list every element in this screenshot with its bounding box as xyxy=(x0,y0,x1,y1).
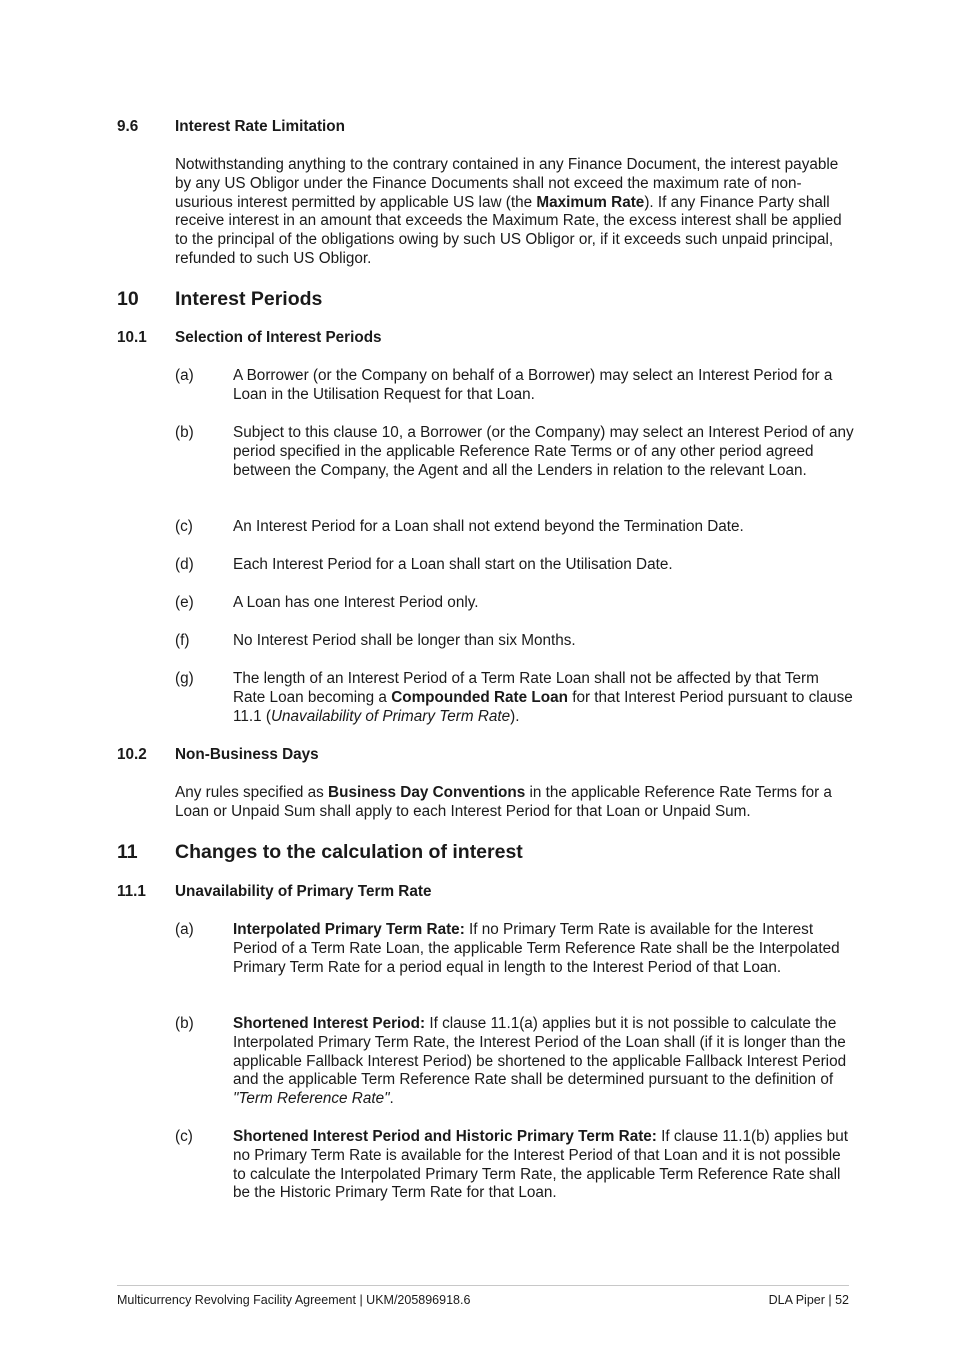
list-item-text: Shortened Interest Period and Historic Primary Term Rate: If clause 11.1(b) applies but no Primary Term Rate is available for the Interest Period of that Loan and it is not possible to calculate the Interpolated Primary Term Rate, the applicable Term Reference Rate shall be the Historic Primary Term Rate for that Loan. xyxy=(233,1128,848,1202)
clause-paragraph: Any rules specified as Business Day Conventions in the applicable Reference Rate Terms for a Loan or Unpaid Sum shall apply to each Interest Period for that Loan or Unpaid Sum. xyxy=(175,784,832,820)
list-label: (g) xyxy=(175,670,194,687)
clause-number: 11.1 xyxy=(117,883,146,900)
clause-number: 10.2 xyxy=(117,746,147,763)
clause-paragraph: Notwithstanding anything to the contrary contained in any Finance Document, the interest payable by any US Obligor under the Finance Documents shall not exceed the maximum rate of non-usurious interest permitted by applicable US law (the Maximum Rate). If any Finance Party shall receive interest in an amount that exceeds the Maximum Rate, the excess interest shall be applied to the principal of the obligations owing by such US Obligor or, if it exceeds such unpaid principal, refunded to such US Obligor. xyxy=(175,156,842,267)
section-heading: Interest Periods xyxy=(175,288,323,310)
list-item-text: No Interest Period shall be longer than six Months. xyxy=(233,632,576,649)
list-label: (a) xyxy=(175,367,194,384)
footer-page-number: DLA Piper | 52 xyxy=(768,1293,849,1307)
clause-heading: Non-Business Days xyxy=(175,746,319,763)
list-label: (d) xyxy=(175,556,194,573)
section-number: 10 xyxy=(117,288,139,310)
list-label: (b) xyxy=(175,424,194,441)
list-label: (a) xyxy=(175,921,194,938)
list-item-text: Each Interest Period for a Loan shall start on the Utilisation Date. xyxy=(233,556,673,573)
footer-document-reference: Multicurrency Revolving Facility Agreement | UKM/205896918.6 xyxy=(117,1293,471,1307)
list-item-text: A Loan has one Interest Period only. xyxy=(233,594,479,611)
list-item-text: The length of an Interest Period of a Term Rate Loan shall not be affected by that Term Rate Loan becoming a Compounded Rate Loan for that Interest Period pursuant to clause 11.1 (Unavailability of Primary Term Rate). xyxy=(233,670,853,725)
clause-heading: Selection of Interest Periods xyxy=(175,329,382,346)
clause-number: 9.6 xyxy=(117,118,139,135)
list-label: (c) xyxy=(175,1128,193,1145)
list-item-text: Subject to this clause 10, a Borrower (or the Company) may select an Interest Period of any period specified in the applicable Reference Rate Terms or of any other period agreed between the Company, the Agent and all the Lenders in relation to the relevant Loan. xyxy=(233,424,854,479)
list-label: (e) xyxy=(175,594,194,611)
clause-heading: Interest Rate Limitation xyxy=(175,118,345,135)
footer-divider xyxy=(117,1285,849,1286)
list-item-text: A Borrower (or the Company on behalf of a Borrower) may select an Interest Period for a Loan in the Utilisation Request for that Loan. xyxy=(233,367,833,403)
list-item-text: Shortened Interest Period: If clause 11.1(a) applies but it is not possible to calculate the Interpolated Primary Term Rate, the Interest Period of the Loan shall (if it is longer than the applicable Fallback Interest Period) be shortened to the applicable Fallback Interest Period and the applicable Term Reference Rate shall be determined pursuant to the definition of "Term Reference Rate". xyxy=(233,1015,847,1108)
list-label: (b) xyxy=(175,1015,194,1032)
section-number: 11 xyxy=(117,841,138,863)
clause-heading: Unavailability of Primary Term Rate xyxy=(175,883,432,900)
section-heading: Changes to the calculation of interest xyxy=(175,841,523,863)
list-item-text: Interpolated Primary Term Rate: If no Primary Term Rate is available for the Interest Period of a Term Rate Loan, the applicable Term Reference Rate shall be the Interpolated Primary Term Rate for a period equal in length to the Interest Period of that Loan. xyxy=(233,921,840,976)
list-label: (f) xyxy=(175,632,190,649)
list-item-text: An Interest Period for a Loan shall not extend beyond the Termination Date. xyxy=(233,518,744,535)
list-label: (c) xyxy=(175,518,193,535)
clause-number: 10.1 xyxy=(117,329,147,346)
